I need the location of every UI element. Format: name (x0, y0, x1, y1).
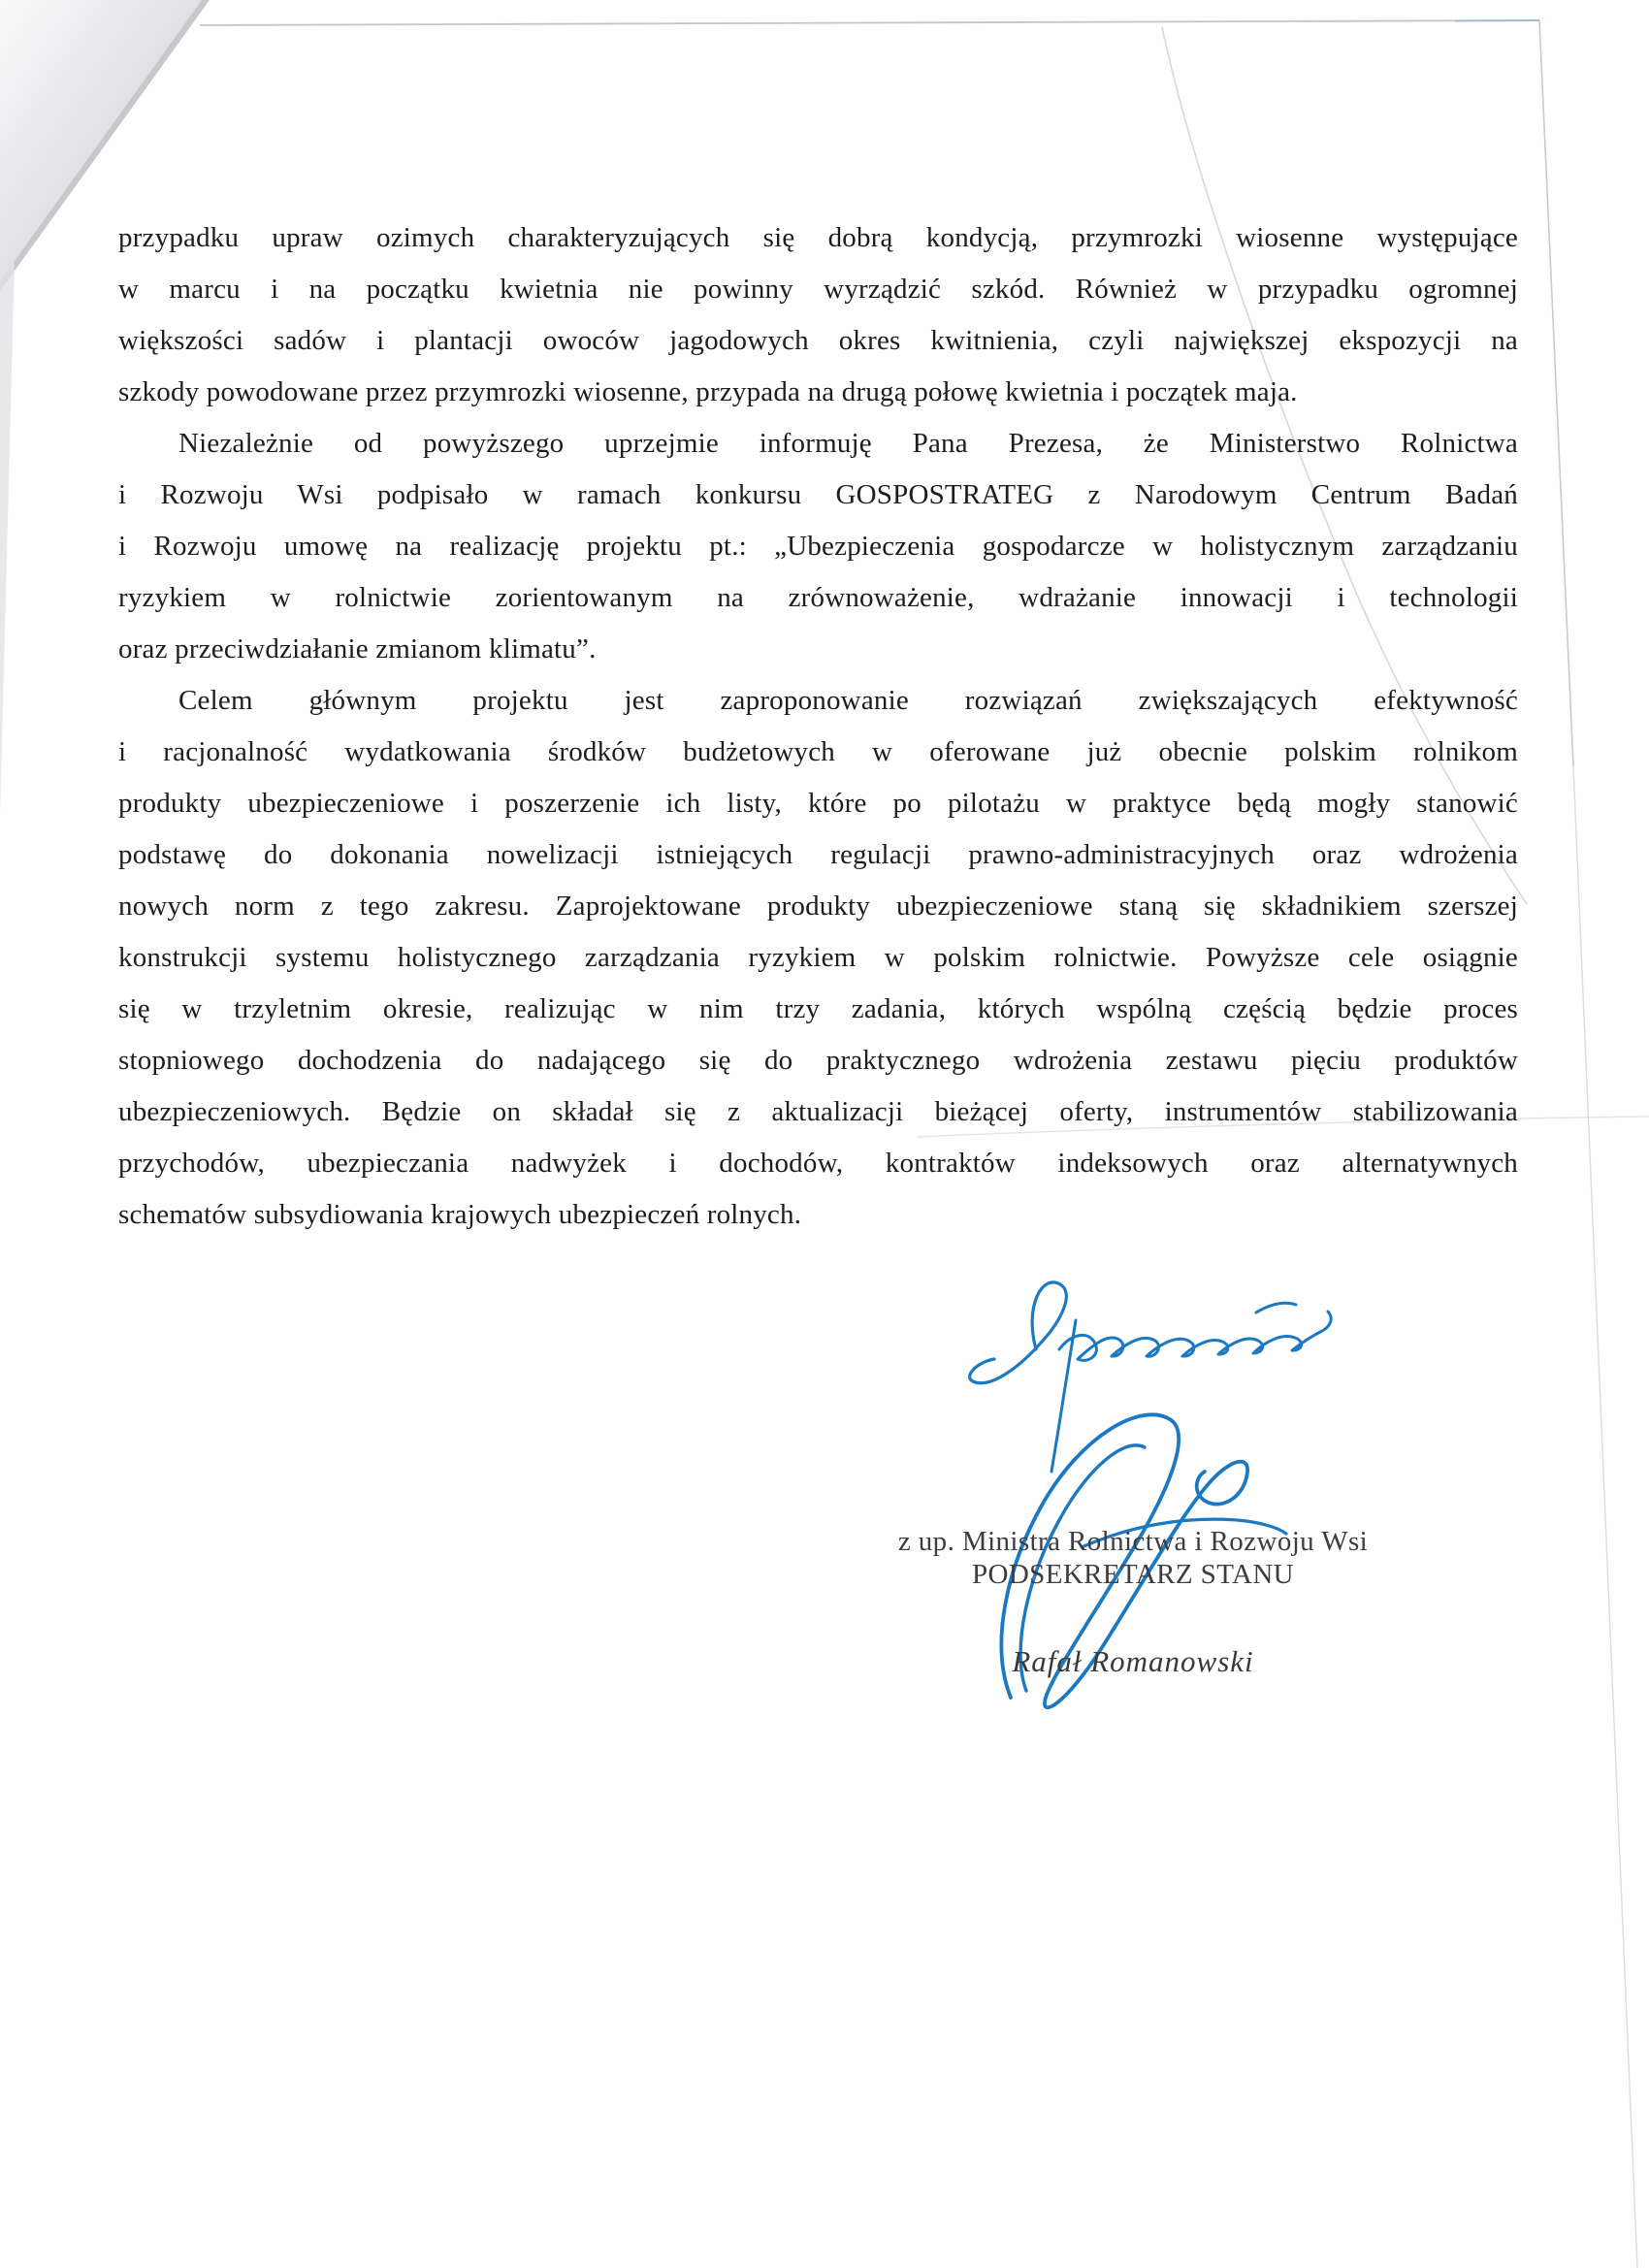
text-line: się w trzyletnim okresie, realizując w nim trzy zadania, których wspólną częścią będzie proces (118, 993, 1518, 1024)
text-line: i Rozwoju umowę na realizację projektu pt.: „Ubezpieczenia gospodarcze w holistycznym zarządzaniu (118, 531, 1518, 562)
text-line: stopniowego dochodzenia do nadającego się do praktycznego wdrożenia zestawu pięciu produktów (118, 1045, 1518, 1076)
text-line: i Rozwoju Wsi podpisało w ramach konkursu GOSPOSTRATEG z Narodowym Centrum Badań (118, 479, 1518, 510)
signature-attribution-block (842, 1525, 1424, 1591)
text-line: i racjonalność wydatkowania środków budżetowych w oferowane już obecnie polskim rolnikom (118, 736, 1518, 767)
text-line: w marcu i na początku kwietnia nie powinny wyrządzić szkód. Również w przypadku ogromnej (118, 274, 1518, 305)
text-line: ubezpieczeniowych. Będzie on składał się z aktualizacji bieżącej oferty, instrumentów stabilizowania (118, 1096, 1518, 1127)
page-left-edge (0, 260, 15, 815)
text-line: szkody powodowane przez przymrozki wiosenne, przypada na drugą połowę kwietnia i początek maja. (118, 376, 1298, 407)
signer-name: Rafał Romanowski (1012, 1644, 1254, 1678)
paragraph (118, 418, 1518, 675)
text-line: Celem głównym projektu jest zaproponowanie rozwiązań zwiększających efektywność (178, 685, 1518, 716)
page-top-edge-tint (1455, 20, 1539, 21)
text-line: produkty ubezpieczeniowe i poszerzenie ich listy, które po pilotażu w praktyce będą mogły stanowić (118, 788, 1518, 819)
text-line: nowych norm z tego zakresu. Zaprojektowane produkty ubezpieczeniowe staną się składnikiem szerszej (118, 891, 1518, 922)
letter-body (118, 212, 1518, 1241)
text-line: podstawę do dokonania nowelizacji istniejących regulacji prawno-administracyjnych oraz wdrożenia (118, 839, 1518, 870)
page-top-edge (200, 20, 1539, 25)
text-line: Niezależnie od powyższego uprzejmie informuję Pana Prezesa, że Ministerstwo Rolnictwa (178, 428, 1518, 459)
text-line: konstrukcji systemu holistycznego zarządzania ryzykiem w polskim rolnictwie. Powyższe cele osiągnie (118, 942, 1518, 973)
paragraph (118, 212, 1518, 418)
page-right-edge (1539, 20, 1573, 766)
text-line: ryzykiem w rolnictwie zorientowanym na zrównoważenie, wdrażanie innowacji i technologii (118, 582, 1518, 613)
text-line: schematów subsydiowania krajowych ubezpieczeń rolnych. (118, 1199, 802, 1230)
handwritten-closing (970, 1282, 1331, 1472)
text-line: przypadku upraw ozimych charakteryzujących się dobrą kondycją, przymrozki wiosenne występujące (118, 222, 1518, 253)
paragraph (118, 675, 1518, 1241)
text-line: oraz przeciwdziałanie zmianom klimatu”. (118, 633, 597, 664)
text-line: przychodów, ubezpieczania nadwyżek i dochodów, kontraktów indeksowych oraz alternatywnych (118, 1148, 1518, 1179)
page-right-edge-lower (1573, 766, 1637, 2268)
signer-attribution: z up. Ministra Rolnictwa i Rozwoju Wsi (897, 1526, 1369, 1557)
signer-title: PODSEKRETARZ STANU (971, 1559, 1295, 1590)
text-line: większości sadów i plantacji owoców jagodowych okres kwitnienia, czyli największej ekspozycji na (118, 325, 1518, 356)
